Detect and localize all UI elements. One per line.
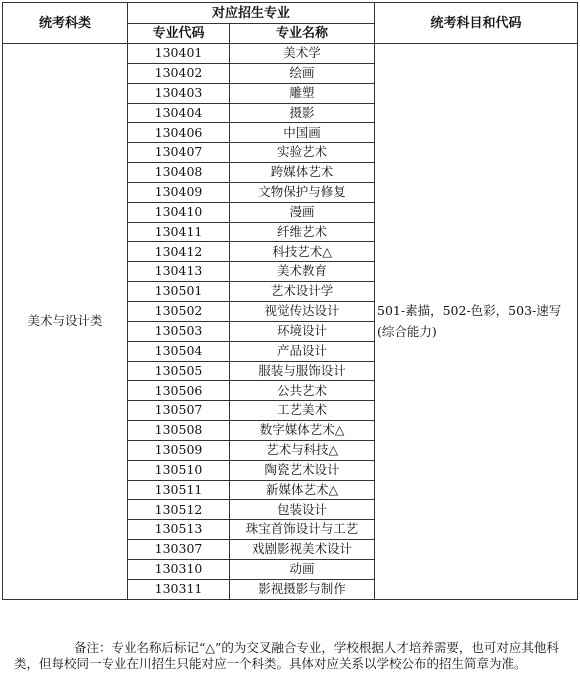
table-body xyxy=(3,44,578,600)
major-code-cell: 130408 xyxy=(128,163,230,183)
major-code-cell: 130502 xyxy=(128,301,230,321)
major-name-cell: 文物保护与修复 xyxy=(230,182,375,202)
major-name-cell: 雕塑 xyxy=(230,83,375,103)
major-name-cell: 影视摄影与制作 xyxy=(230,579,375,599)
major-name-cell: 珠宝首饰设计与工艺 xyxy=(230,520,375,540)
major-name-cell: 包装设计 xyxy=(230,500,375,520)
major-code-cell: 130402 xyxy=(128,63,230,83)
major-code-cell: 130407 xyxy=(128,143,230,163)
header-name: 专业名称 xyxy=(230,24,375,44)
subjects-cell: 501-素描，502-色彩，503-速写(综合能力) xyxy=(375,44,578,600)
major-name-cell: 实验艺术 xyxy=(230,143,375,163)
major-code-cell: 130404 xyxy=(128,103,230,123)
major-name-cell: 美术教育 xyxy=(230,262,375,282)
major-code-cell: 130409 xyxy=(128,182,230,202)
major-code-cell: 130509 xyxy=(128,440,230,460)
major-code-cell: 130511 xyxy=(128,480,230,500)
major-code-cell: 130410 xyxy=(128,202,230,222)
major-name-cell: 中国画 xyxy=(230,123,375,143)
major-name-cell: 纤维艺术 xyxy=(230,222,375,242)
major-name-cell: 动画 xyxy=(230,559,375,579)
major-code-cell: 130513 xyxy=(128,520,230,540)
footnote: 备注：专业名称后标记“△”的为交叉融合专业，学校根据人才培养需要，也可对应其他科类，但每校同一专业在川招生只能对应一个科类。具体对应关系以学校公布的招生简章为准。 xyxy=(14,640,559,671)
major-code-cell: 130507 xyxy=(128,401,230,421)
major-code-cell: 130508 xyxy=(128,421,230,441)
major-name-cell: 戏剧影视美术设计 xyxy=(230,540,375,560)
major-name-cell: 漫画 xyxy=(230,202,375,222)
major-name-cell: 摄影 xyxy=(230,103,375,123)
major-code-cell: 130412 xyxy=(128,242,230,262)
major-name-cell: 服装与服饰设计 xyxy=(230,361,375,381)
major-code-cell: 130512 xyxy=(128,500,230,520)
major-subject-table xyxy=(2,2,578,600)
major-code-cell: 130310 xyxy=(128,559,230,579)
major-name-cell: 数字媒体艺术△ xyxy=(230,421,375,441)
major-code-cell: 130501 xyxy=(128,282,230,302)
header-subjects: 统考科目和代码 xyxy=(375,3,578,44)
header-major-group: 对应招生专业 xyxy=(128,3,375,24)
table-row xyxy=(3,44,578,64)
major-name-cell: 跨媒体艺术 xyxy=(230,163,375,183)
major-name-cell: 美术学 xyxy=(230,44,375,64)
major-code-cell: 130504 xyxy=(128,341,230,361)
major-code-cell: 130411 xyxy=(128,222,230,242)
major-name-cell: 陶瓷艺术设计 xyxy=(230,460,375,480)
major-name-cell: 视觉传达设计 xyxy=(230,301,375,321)
major-name-cell: 科技艺术△ xyxy=(230,242,375,262)
major-code-cell: 130506 xyxy=(128,381,230,401)
major-name-cell: 公共艺术 xyxy=(230,381,375,401)
major-code-cell: 130401 xyxy=(128,44,230,64)
category-cell: 美术与设计类 xyxy=(3,44,128,600)
major-name-cell: 新媒体艺术△ xyxy=(230,480,375,500)
major-name-cell: 艺术设计学 xyxy=(230,282,375,302)
major-code-cell: 130503 xyxy=(128,321,230,341)
major-code-cell: 130311 xyxy=(128,579,230,599)
major-code-cell: 130403 xyxy=(128,83,230,103)
major-code-cell: 130505 xyxy=(128,361,230,381)
major-name-cell: 工艺美术 xyxy=(230,401,375,421)
major-name-cell: 环境设计 xyxy=(230,321,375,341)
major-code-cell: 130406 xyxy=(128,123,230,143)
major-name-cell: 艺术与科技△ xyxy=(230,440,375,460)
header-code: 专业代码 xyxy=(128,24,230,44)
major-name-cell: 产品设计 xyxy=(230,341,375,361)
major-name-cell: 绘画 xyxy=(230,63,375,83)
major-code-cell: 130510 xyxy=(128,460,230,480)
major-code-cell: 130413 xyxy=(128,262,230,282)
major-code-cell: 130307 xyxy=(128,540,230,560)
header-category: 统考科类 xyxy=(3,3,128,44)
